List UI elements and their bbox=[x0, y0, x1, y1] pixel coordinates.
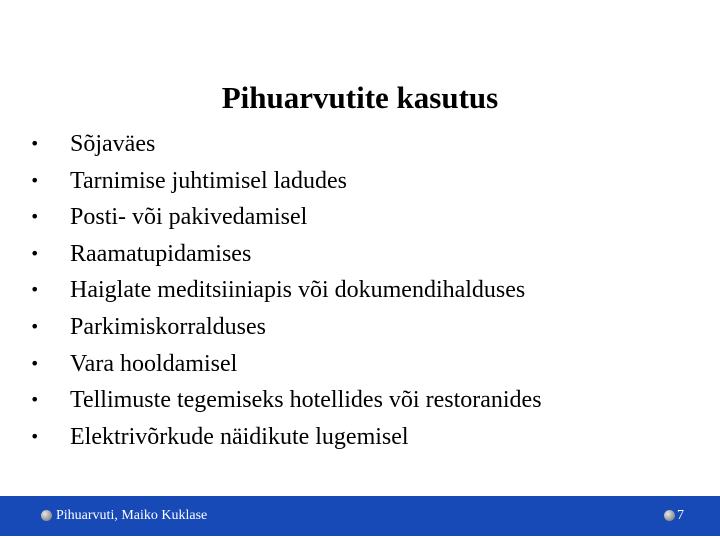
bullet-text: Vara hooldamisel bbox=[70, 350, 238, 377]
bullet-text: Posti- või pakivedamisel bbox=[70, 204, 308, 231]
bullet-icon: • bbox=[30, 134, 40, 153]
footer-bullet-icon bbox=[41, 510, 52, 521]
bullet-icon: • bbox=[30, 170, 40, 190]
bullet-text: Haiglate meditsiiniapis või dokumendihalduses bbox=[70, 277, 526, 304]
bullet-text: Parkimiskorralduses bbox=[70, 313, 266, 340]
bullet-icon: • bbox=[30, 390, 40, 410]
slide-title bbox=[0, 78, 720, 118]
bullet-text: Raamatupidamises bbox=[70, 240, 252, 267]
footer-page-bullet-icon bbox=[664, 510, 675, 521]
bullet-icon: • bbox=[30, 426, 40, 446]
bullet-text: Tarnimise juhtimisel ladudes bbox=[70, 167, 347, 194]
bullet-icon: • bbox=[30, 280, 40, 300]
footer-bar bbox=[0, 496, 720, 536]
bullet-icon: • bbox=[30, 316, 40, 336]
slide-title-text: Pihuarvutite kasutus bbox=[221, 80, 499, 115]
bullet-icon: • bbox=[30, 207, 40, 227]
bullet-text: Sõjaväes bbox=[70, 131, 156, 157]
bullet-text: Tellimuste tegemiseks hotellides või restoranides bbox=[70, 387, 542, 414]
bullet-icon: • bbox=[30, 353, 40, 373]
footer-author-text: Pihuarvuti, Maiko Kuklase bbox=[56, 508, 208, 523]
page-number: 7 bbox=[677, 508, 684, 523]
bullet-text: Elektrivõrkude näidikute lugemisel bbox=[70, 423, 409, 450]
bullet-icon: • bbox=[30, 243, 40, 263]
